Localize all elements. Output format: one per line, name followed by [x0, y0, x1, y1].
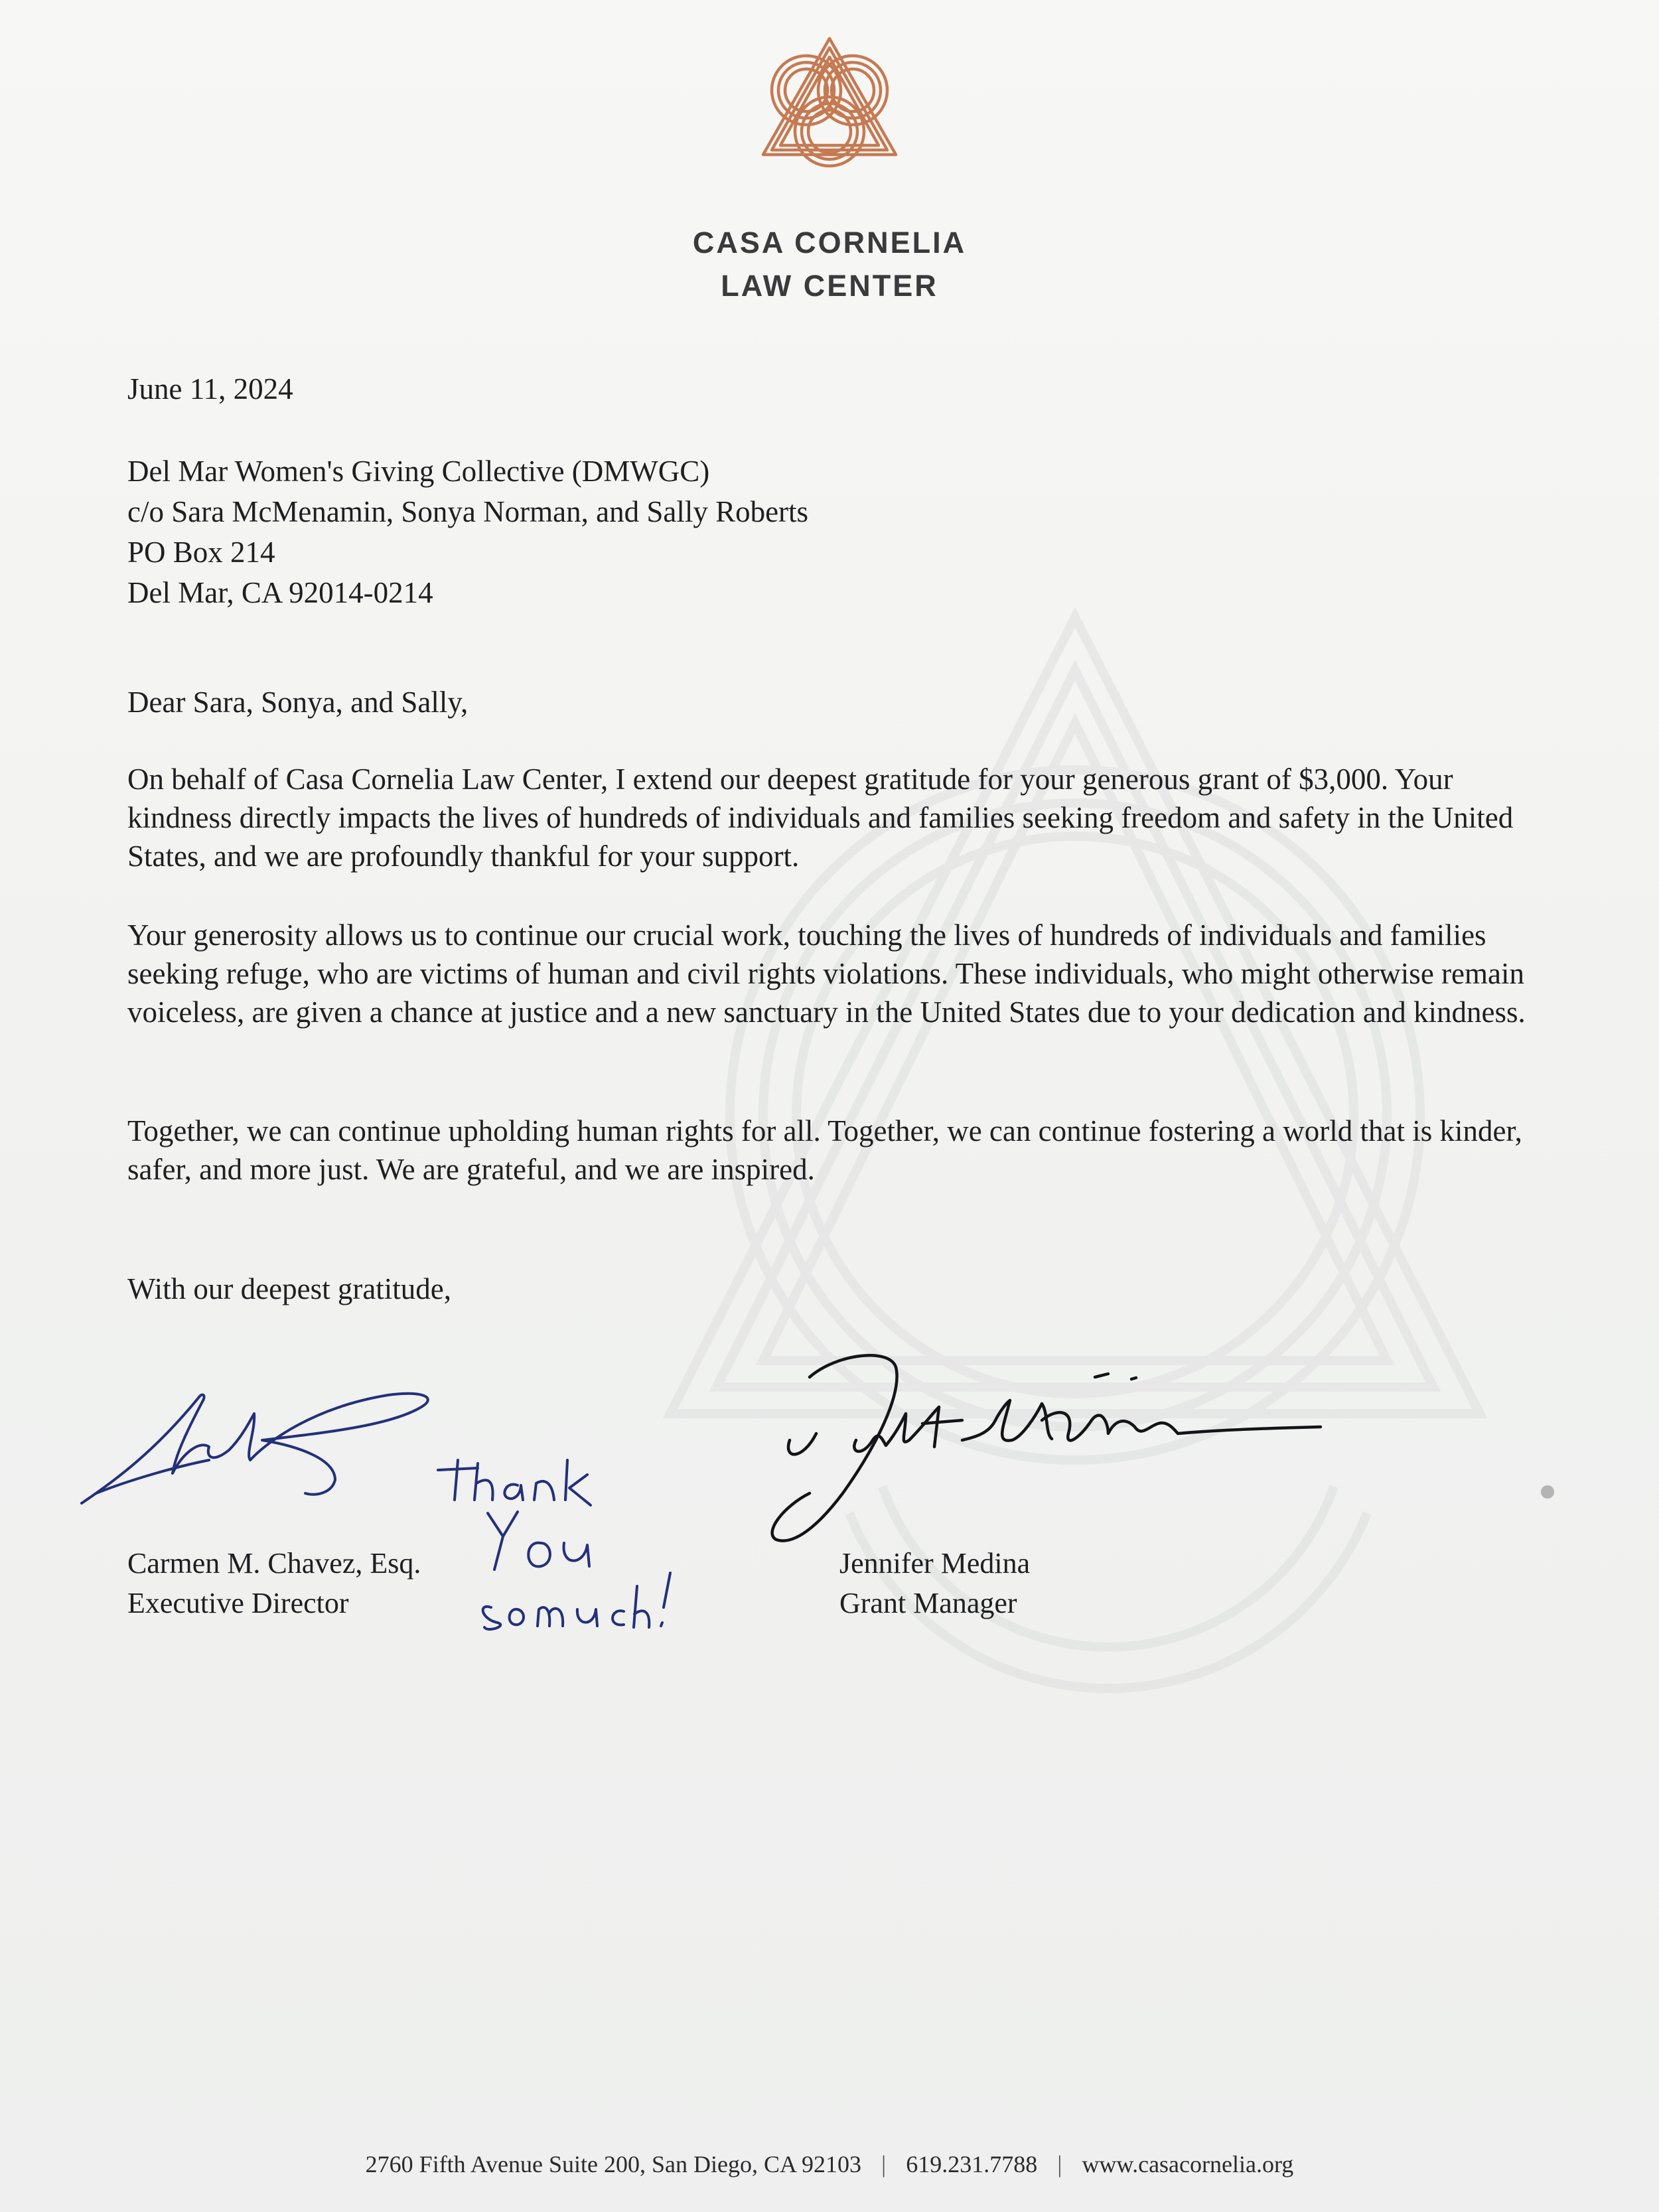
salutation: Dear Sara, Sonya, and Sally,	[127, 686, 469, 719]
recipient-line: Del Mar, CA 92014-0214	[127, 576, 433, 609]
footer-separator: |	[1057, 2151, 1062, 2177]
closing: With our deepest gratitude,	[127, 1272, 452, 1305]
recipient-line: PO Box 214	[127, 536, 275, 569]
org-name-line2: LAW CENTER	[721, 269, 938, 303]
signer-name: Carmen M. Chavez, Esq.	[127, 1547, 421, 1580]
signer-title: Grant Manager	[839, 1587, 1017, 1619]
body-paragraph: On behalf of Casa Cornelia Law Center, I extend our deepest gratitude for your generous grant of $3,000. Your kindness directly impacts the lives of hundreds of individuals and families seeking freedom and safety in the United States, and we are profoundly thankful for your support.	[127, 763, 1514, 873]
footer-phone: 619.231.7788	[906, 2151, 1038, 2177]
footer-address: 2760 Fifth Avenue Suite 200, San Diego, CA 92103	[365, 2151, 861, 2177]
signer-jennifer-medina	[839, 1544, 1030, 1623]
signature-jennifer-medina	[763, 1341, 1334, 1553]
paper-speck	[1541, 1485, 1554, 1499]
signature-carmen-chavez	[76, 1380, 435, 1513]
footer-website: www.casacornelia.org	[1082, 2151, 1294, 2177]
letter-date: June 11, 2024	[127, 372, 293, 406]
org-name-line1: CASA CORNELIA	[692, 226, 967, 259]
footer-separator: |	[881, 2151, 887, 2177]
body-paragraph: Together, we can continue upholding human rights for all. Together, we can continue fostering a world that is kinder, safer, and more just. We are grateful, and we are inspired.	[127, 1114, 1522, 1186]
recipient-line: Del Mar Women's Giving Collective (DMWGC)	[127, 455, 710, 488]
signer-title: Executive Director	[127, 1587, 349, 1619]
body-paragraph: Your generosity allows us to continue our crucial work, touching the lives of hundreds of individuals and families seeking refuge, who are victims of human and civil rights violations. These individuals, who might otherwise remain voiceless, are given a chance at justice and a new sanctuary in the United States due to your dedication and kindness.	[127, 919, 1526, 1029]
recipient-line: c/o Sara McMenamin, Sonya Norman, and Sally Roberts	[127, 495, 809, 528]
interlaced-triangle-logo-icon	[753, 32, 906, 178]
signer-name: Jennifer Medina	[839, 1547, 1031, 1580]
recipient-address	[127, 451, 808, 613]
footer	[0, 2150, 1659, 2178]
handwritten-thank-you-note	[425, 1434, 717, 1653]
signer-carmen-chavez	[127, 1544, 421, 1623]
